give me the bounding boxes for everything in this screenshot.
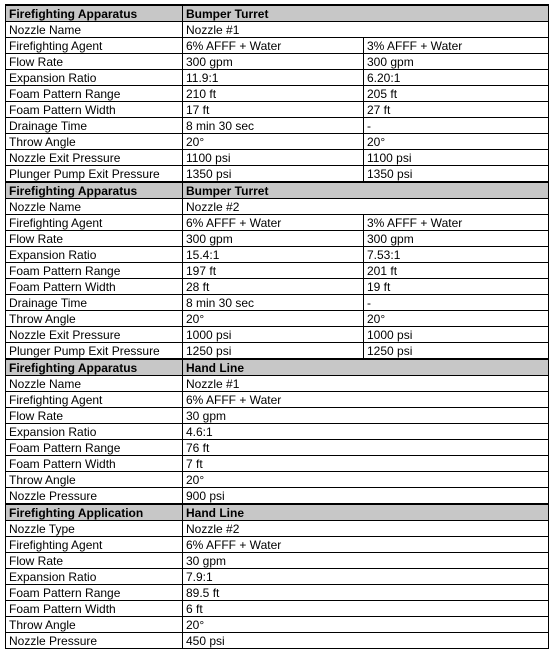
table-row: [6, 263, 549, 279]
row-label-cell: Foam Pattern Range: [6, 585, 183, 601]
row-label-cell: Foam Pattern Width: [6, 456, 183, 472]
row-label-cell: Foam Pattern Range: [6, 86, 183, 102]
row-label-cell: Firefighting Agent: [6, 38, 183, 54]
row-alt-value-cell: 205 ft: [364, 86, 549, 102]
section-header-label: Firefighting Apparatus: [6, 182, 183, 199]
table-row: [6, 424, 549, 440]
table-row: [6, 38, 549, 54]
row-label-cell: Expansion Ratio: [6, 70, 183, 86]
section-header-row: [6, 359, 549, 376]
row-alt-value-cell: 1100 psi: [364, 150, 549, 166]
table-row: [6, 376, 549, 392]
table-row: [6, 553, 549, 569]
section-header-row: [6, 5, 549, 22]
spec-table-body: [6, 5, 549, 649]
table-row: [6, 569, 549, 585]
table-row: [6, 54, 549, 70]
row-value-cell: Nozzle #1: [183, 376, 549, 392]
table-row: [6, 134, 549, 150]
row-label-cell: Nozzle Exit Pressure: [6, 150, 183, 166]
row-alt-value-cell: 20°: [364, 311, 549, 327]
row-value-cell: 20°: [183, 472, 549, 488]
row-alt-value-cell: 1250 psi: [364, 343, 549, 360]
section-header-row: [6, 504, 549, 521]
row-alt-value-cell: 7.53:1: [364, 247, 549, 263]
table-row: [6, 521, 549, 537]
row-label-cell: Firefighting Agent: [6, 537, 183, 553]
table-row: [6, 86, 549, 102]
row-label-cell: Nozzle Exit Pressure: [6, 327, 183, 343]
table-row: [6, 392, 549, 408]
row-label-cell: Firefighting Agent: [6, 215, 183, 231]
row-value-cell: 4.6:1: [183, 424, 549, 440]
row-label-cell: Plunger Pump Exit Pressure: [6, 166, 183, 183]
table-row: [6, 166, 549, 183]
table-row: [6, 279, 549, 295]
row-value-cell: 1100 psi: [183, 150, 364, 166]
row-value-cell: Nozzle #2: [183, 521, 549, 537]
table-row: [6, 22, 549, 38]
row-alt-value-cell: 1000 psi: [364, 327, 549, 343]
row-alt-value-cell: 300 gpm: [364, 54, 549, 70]
row-value-cell: 197 ft: [183, 263, 364, 279]
row-label-cell: Flow Rate: [6, 408, 183, 424]
row-label-cell: Flow Rate: [6, 54, 183, 70]
row-label-cell: Nozzle Type: [6, 521, 183, 537]
table-row: [6, 215, 549, 231]
row-value-cell: 450 psi: [183, 633, 549, 649]
row-label-cell: Foam Pattern Range: [6, 263, 183, 279]
row-alt-value-cell: 201 ft: [364, 263, 549, 279]
row-value-cell: 7 ft: [183, 456, 549, 472]
table-row: [6, 537, 549, 553]
row-value-cell: 1000 psi: [183, 327, 364, 343]
row-label-cell: Foam Pattern Width: [6, 102, 183, 118]
row-alt-value-cell: 27 ft: [364, 102, 549, 118]
row-alt-value-cell: 1350 psi: [364, 166, 549, 183]
row-label-cell: Foam Pattern Width: [6, 279, 183, 295]
row-label-cell: Nozzle Pressure: [6, 488, 183, 505]
row-value-cell: 8 min 30 sec: [183, 295, 364, 311]
row-value-cell: Nozzle #2: [183, 199, 549, 215]
row-value-cell: 30 gpm: [183, 553, 549, 569]
row-label-cell: Flow Rate: [6, 553, 183, 569]
row-value-cell: 210 ft: [183, 86, 364, 102]
row-alt-value-cell: 20°: [364, 134, 549, 150]
row-alt-value-cell: 3% AFFF + Water: [364, 215, 549, 231]
row-value-cell: 6 ft: [183, 601, 549, 617]
row-value-cell: 6% AFFF + Water: [183, 392, 549, 408]
table-row: [6, 408, 549, 424]
row-label-cell: Throw Angle: [6, 617, 183, 633]
row-value-cell: 1250 psi: [183, 343, 364, 360]
table-row: [6, 311, 549, 327]
row-value-cell: 900 psi: [183, 488, 549, 505]
row-label-cell: Throw Angle: [6, 134, 183, 150]
table-row: [6, 70, 549, 86]
section-header-value: Hand Line: [183, 359, 549, 376]
row-label-cell: Throw Angle: [6, 472, 183, 488]
row-value-cell: Nozzle #1: [183, 22, 549, 38]
table-row: [6, 456, 549, 472]
apparatus-spec-table: [5, 4, 549, 649]
table-row: [6, 585, 549, 601]
row-value-cell: 28 ft: [183, 279, 364, 295]
row-value-cell: 20°: [183, 617, 549, 633]
section-header-label: Firefighting Apparatus: [6, 5, 183, 22]
row-value-cell: 8 min 30 sec: [183, 118, 364, 134]
section-header-value: Hand Line: [183, 504, 549, 521]
table-row: [6, 440, 549, 456]
table-row: [6, 102, 549, 118]
row-label-cell: Nozzle Pressure: [6, 633, 183, 649]
section-header-label: Firefighting Application: [6, 504, 183, 521]
table-row: [6, 231, 549, 247]
row-alt-value-cell: 19 ft: [364, 279, 549, 295]
row-alt-value-cell: -: [364, 295, 549, 311]
row-label-cell: Drainage Time: [6, 118, 183, 134]
row-value-cell: 20°: [183, 134, 364, 150]
row-value-cell: 300 gpm: [183, 231, 364, 247]
row-alt-value-cell: 6.20:1: [364, 70, 549, 86]
row-label-cell: Flow Rate: [6, 231, 183, 247]
row-label-cell: Throw Angle: [6, 311, 183, 327]
row-value-cell: 1350 psi: [183, 166, 364, 183]
row-alt-value-cell: 300 gpm: [364, 231, 549, 247]
row-value-cell: 76 ft: [183, 440, 549, 456]
row-label-cell: Foam Pattern Range: [6, 440, 183, 456]
row-label-cell: Drainage Time: [6, 295, 183, 311]
table-row: [6, 199, 549, 215]
row-value-cell: 15.4:1: [183, 247, 364, 263]
row-label-cell: Plunger Pump Exit Pressure: [6, 343, 183, 360]
table-row: [6, 343, 549, 360]
table-row: [6, 150, 549, 166]
row-alt-value-cell: 3% AFFF + Water: [364, 38, 549, 54]
row-value-cell: 6% AFFF + Water: [183, 537, 549, 553]
spec-document: [5, 4, 548, 649]
row-label-cell: Nozzle Name: [6, 199, 183, 215]
section-header-value: Bumper Turret: [183, 182, 549, 199]
row-value-cell: 300 gpm: [183, 54, 364, 70]
table-row: [6, 472, 549, 488]
row-label-cell: Firefighting Agent: [6, 392, 183, 408]
row-value-cell: 30 gpm: [183, 408, 549, 424]
row-value-cell: 20°: [183, 311, 364, 327]
row-value-cell: 6% AFFF + Water: [183, 215, 364, 231]
row-label-cell: Nozzle Name: [6, 22, 183, 38]
table-row: [6, 633, 549, 649]
section-header-value: Bumper Turret: [183, 5, 549, 22]
table-row: [6, 247, 549, 263]
row-label-cell: Foam Pattern Width: [6, 601, 183, 617]
row-label-cell: Expansion Ratio: [6, 569, 183, 585]
row-label-cell: Expansion Ratio: [6, 424, 183, 440]
row-value-cell: 6% AFFF + Water: [183, 38, 364, 54]
row-label-cell: Nozzle Name: [6, 376, 183, 392]
table-row: [6, 327, 549, 343]
table-row: [6, 295, 549, 311]
section-header-label: Firefighting Apparatus: [6, 359, 183, 376]
table-row: [6, 488, 549, 505]
section-header-row: [6, 182, 549, 199]
row-label-cell: Expansion Ratio: [6, 247, 183, 263]
row-value-cell: 17 ft: [183, 102, 364, 118]
table-row: [6, 617, 549, 633]
table-row: [6, 118, 549, 134]
table-row: [6, 601, 549, 617]
row-value-cell: 89.5 ft: [183, 585, 549, 601]
row-alt-value-cell: -: [364, 118, 549, 134]
row-value-cell: 7.9:1: [183, 569, 549, 585]
row-value-cell: 11.9:1: [183, 70, 364, 86]
